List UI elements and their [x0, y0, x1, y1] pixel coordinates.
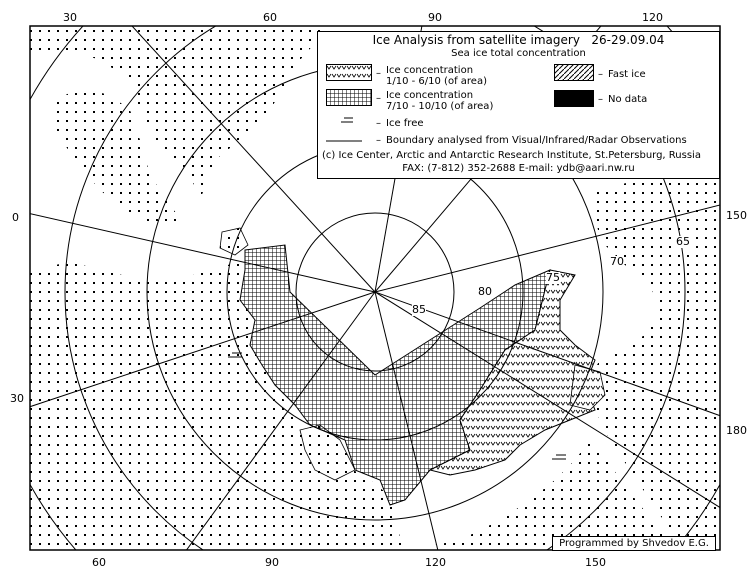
longitude-label-right-180: 180: [726, 424, 747, 437]
latitude-label-80: 80: [478, 285, 492, 298]
legend-swatch-fast-ice: [554, 64, 594, 81]
latitude-label-65: 65: [676, 235, 690, 248]
longitude-label-top-60: 60: [263, 11, 277, 24]
legend-ice-free: Ice free: [386, 118, 424, 129]
legend-swatch-ice-free: [340, 116, 356, 125]
latitude-label-75: 75: [546, 271, 560, 284]
longitude-label-top-90: 90: [428, 11, 442, 24]
legend-fast-ice: Fast ice: [608, 69, 646, 80]
copyright-line: (c) Ice Center, Arctic and Antarctic Research Institute, St.Petersburg, Russia: [322, 150, 701, 161]
map-subtitle: Sea ice total concentration: [451, 48, 586, 59]
legend-dash-low: –: [376, 68, 381, 79]
longitude-label-bottom-150: 150: [585, 556, 606, 569]
longitude-label-bottom-120: 120: [425, 556, 446, 569]
legend-high-concentration-line1: Ice concentration: [386, 90, 474, 101]
legend-dash-high: –: [376, 93, 381, 104]
legend-low-concentration-line1: Ice concentration: [386, 65, 474, 76]
analysis-dates: 26-29.09.04: [591, 33, 665, 47]
longitude-label-bottom-90: 90: [265, 556, 279, 569]
legend-low-concentration-line2: 1/10 - 6/10 (of area): [386, 76, 487, 87]
legend-dash-boundary: –: [376, 135, 381, 146]
legend-swatch-boundary: [326, 139, 362, 143]
legend-dash-no-data: –: [598, 94, 603, 105]
map-title-line: [318, 33, 719, 47]
legend-swatch-high-concentration: [326, 89, 372, 106]
legend-high-concentration-line2: 7/10 - 10/10 (of area): [386, 101, 494, 112]
map-title: Ice Analysis from satellite imagery: [372, 33, 580, 47]
longitude-label-bottom-60: 60: [92, 556, 106, 569]
latitude-label-70: 70: [610, 255, 624, 268]
longitude-label-top-30: 30: [63, 11, 77, 24]
longitude-label-top-120: 120: [642, 11, 663, 24]
legend-no-data: No data: [608, 94, 648, 105]
longitude-label-left-30: 30: [10, 392, 24, 405]
longitude-label-right-150: 150: [726, 209, 747, 222]
map-legend: [317, 31, 720, 179]
contact-line: FAX: (7-812) 352-2688 E-mail: ydb@aari.nw.ru: [402, 163, 635, 174]
legend-dash-ice-free: –: [376, 118, 381, 129]
legend-dash-fast-ice: –: [598, 69, 603, 80]
programmed-by-credit: Programmed by Shvedov E.G.: [552, 536, 716, 551]
legend-swatch-low-concentration: [326, 64, 372, 81]
latitude-label-85: 85: [412, 303, 426, 316]
legend-boundary: Boundary analysed from Visual/Infrared/Radar Observations: [386, 135, 687, 146]
legend-swatch-no-data: [554, 90, 594, 107]
longitude-label-left-0: 0: [12, 211, 19, 224]
